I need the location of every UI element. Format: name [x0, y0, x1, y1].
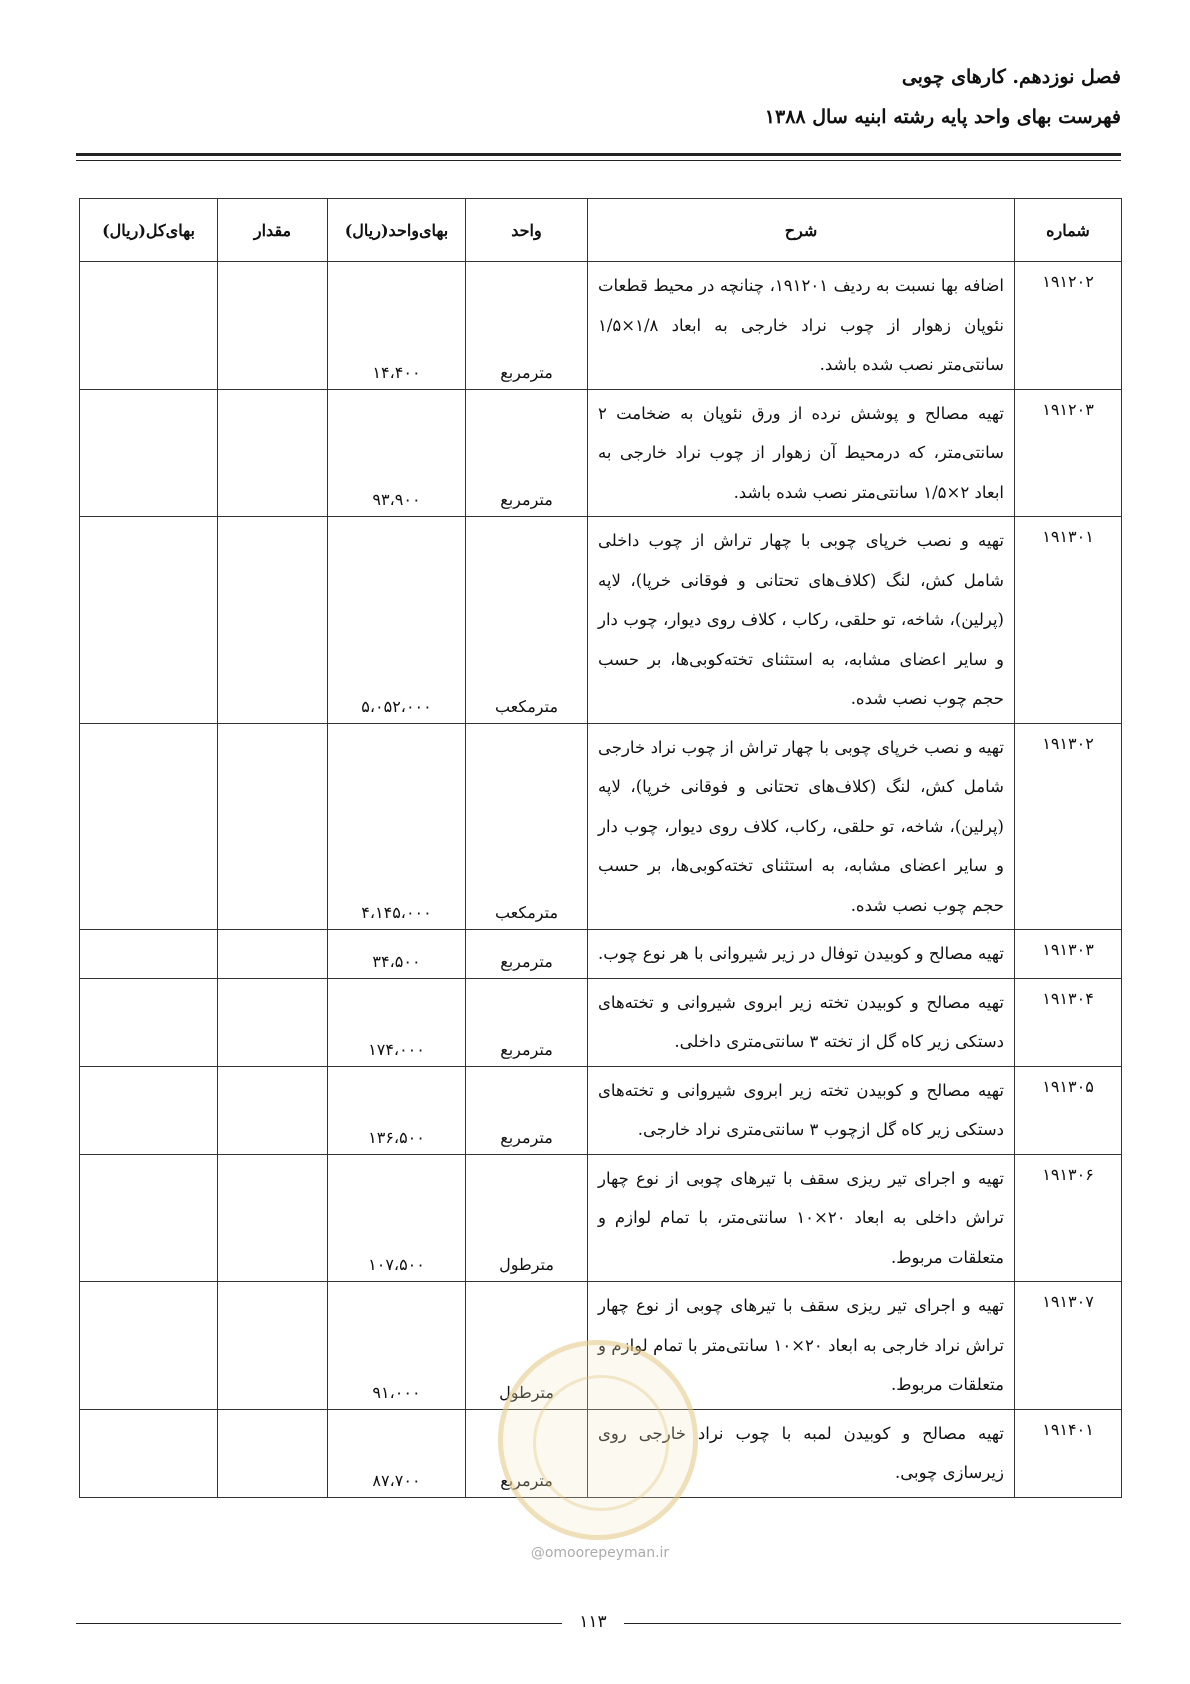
row-quantity: [218, 1066, 328, 1154]
row-total-price: [80, 389, 218, 517]
col-header-unit: واحد: [466, 199, 588, 262]
row-total-price: [80, 1066, 218, 1154]
row-unit-price: ۴،۱۴۵،۰۰۰: [328, 723, 466, 930]
row-number: ۱۹۱۳۰۴: [1015, 978, 1122, 1066]
header-rule-thick: [76, 153, 1121, 156]
row-unit: مترطول: [466, 1154, 588, 1282]
row-description: تهیه و نصب خرپای چوبی با چهار تراش از چوب نراد خارجی شامل کش، لنگ (کلاف‌های تحتانی و فوقانی خرپا)، لاپه (پرلین)، شاخه، تو حلقی، رکاب، کلاف روی دیوار، چوب دار و سایر اعضای مشابه، به استثنای تخته‌کوبی‌ها، بر حسب حجم چوب نصب شده.: [588, 723, 1015, 930]
table-row: [80, 262, 1122, 390]
header-rule-thin: [76, 160, 1121, 161]
table-row: [80, 978, 1122, 1066]
row-number: ۱۹۱۳۰۳: [1015, 930, 1122, 979]
footer-rule-left: [76, 1623, 562, 1624]
price-table: [79, 198, 1122, 1498]
row-description: تهیه مصالح و پوشش نرده از ورق نئوپان به ضخامت ۲ سانتی‌متر، که درمحیط آن زهوار از چوب نراد خارجی به ابعاد ۲×۱/۵ سانتی‌متر نصب شده باشد.: [588, 389, 1015, 517]
row-number: ۱۹۱۳۰۲: [1015, 723, 1122, 930]
row-unit: مترمکعب: [466, 723, 588, 930]
row-number: ۱۹۱۳۰۱: [1015, 517, 1122, 724]
row-description: تهیه مصالح و کوبیدن لمبه با چوب نراد خارجی روی زیرسازی چوبی.: [588, 1409, 1015, 1497]
row-unit-price: ۹۳،۹۰۰: [328, 389, 466, 517]
col-header-number: شماره: [1015, 199, 1122, 262]
row-number: ۱۹۱۳۰۶: [1015, 1154, 1122, 1282]
watermark-seal-icon: [498, 1340, 698, 1540]
row-description: تهیه و اجرای تیر ریزی سقف با تیرهای چوبی از نوع چهار تراش نراد خارجی به ابعاد ۲۰×۱۰ سانتی‌متر با تمام لوازم و متعلقات مربوط.: [588, 1282, 1015, 1410]
table-row: [80, 930, 1122, 979]
row-quantity: [218, 1282, 328, 1410]
row-number: ۱۹۱۳۰۵: [1015, 1066, 1122, 1154]
col-header-total-price: بهای‌کل(ریال): [80, 199, 218, 262]
footer-rule-right: [624, 1623, 1121, 1624]
row-quantity: [218, 1409, 328, 1497]
row-unit: مترمربع: [466, 1066, 588, 1154]
row-unit: مترمربع: [466, 930, 588, 979]
row-total-price: [80, 723, 218, 930]
row-total-price: [80, 1409, 218, 1497]
row-unit: مترطول: [466, 1282, 588, 1410]
table-row: [80, 517, 1122, 724]
col-header-unit-price: بهای‌واحد(ریال): [328, 199, 466, 262]
row-unit: مترمربع: [466, 978, 588, 1066]
page-number: ۱۱۳: [579, 1612, 607, 1632]
row-number: ۱۹۱۲۰۲: [1015, 262, 1122, 390]
row-total-price: [80, 930, 218, 979]
row-quantity: [218, 723, 328, 930]
row-total-price: [80, 1154, 218, 1282]
row-quantity: [218, 389, 328, 517]
row-unit: مترمربع: [466, 1409, 588, 1497]
row-unit: مترمربع: [466, 389, 588, 517]
row-description: اضافه بها نسبت به ردیف ۱۹۱۲۰۱، چنانچه در محیط قطعات نئوپان زهوار از چوب نراد خارجی به ابعاد ۱/۸×۱/۵ سانتی‌متر نصب شده باشد.: [588, 262, 1015, 390]
table-row: [80, 723, 1122, 930]
row-total-price: [80, 1282, 218, 1410]
chapter-title: فصل نوزدهم. کارهای چوبی: [901, 66, 1121, 88]
col-header-quantity: مقدار: [218, 199, 328, 262]
row-unit-price: ۱۷۴،۰۰۰: [328, 978, 466, 1066]
row-description: تهیه و اجرای تیر ریزی سقف با تیرهای چوبی از نوع چهار تراش داخلی به ابعاد ۲۰×۱۰ سانتی‌متر، با تمام لوازم و متعلقات مربوط.: [588, 1154, 1015, 1282]
row-unit-price: ۳۴،۵۰۰: [328, 930, 466, 979]
row-quantity: [218, 978, 328, 1066]
row-unit-price: ۹۱،۰۰۰: [328, 1282, 466, 1410]
row-description: تهیه مصالح و کوبیدن تخته زیر ابروی شیروانی و تخته‌های دستکی زیر کاه گل ازچوب ۳ سانتی‌متری نراد خارجی.: [588, 1066, 1015, 1154]
row-total-price: [80, 517, 218, 724]
row-description: تهیه مصالح و کوبیدن توفال در زیر شیروانی با هر نوع چوب.: [588, 930, 1015, 979]
table-body: [80, 262, 1122, 1498]
row-number: ۱۹۱۲۰۳: [1015, 389, 1122, 517]
table-row: [80, 389, 1122, 517]
list-title: فهرست بهای واحد پایه رشته ابنیه سال ۱۳۸۸: [764, 106, 1121, 128]
row-unit-price: ۱۴،۴۰۰: [328, 262, 466, 390]
row-quantity: [218, 930, 328, 979]
row-quantity: [218, 1154, 328, 1282]
row-unit-price: ۱۳۶،۵۰۰: [328, 1066, 466, 1154]
row-unit-price: ۱۰۷،۵۰۰: [328, 1154, 466, 1282]
row-description: تهیه و نصب خرپای چوبی با چهار تراش از چوب داخلی شامل کش، لنگ (کلاف‌های تحتانی و فوقانی خرپا)، لاپه (پرلین)، شاخه، تو حلقی، رکاب ، کلاف روی دیوار، چوب دار و سایر اعضای مشابه، به استثنای تخته‌کوبی‌ها، بر حسب حجم چوب نصب شده.: [588, 517, 1015, 724]
watermark-text: @omoorepeyman.ir: [530, 1545, 670, 1561]
row-unit-price: ۵،۰۵۲،۰۰۰: [328, 517, 466, 724]
table-row: [80, 1066, 1122, 1154]
table-row: [80, 1154, 1122, 1282]
row-total-price: [80, 978, 218, 1066]
row-quantity: [218, 262, 328, 390]
row-number: ۱۹۱۳۰۷: [1015, 1282, 1122, 1410]
row-total-price: [80, 262, 218, 390]
row-unit: مترمربع: [466, 262, 588, 390]
col-header-description: شرح: [588, 199, 1015, 262]
row-unit: مترمکعب: [466, 517, 588, 724]
row-number: ۱۹۱۴۰۱: [1015, 1409, 1122, 1497]
table-header-row: [80, 199, 1122, 262]
row-quantity: [218, 517, 328, 724]
row-unit-price: ۸۷،۷۰۰: [328, 1409, 466, 1497]
row-description: تهیه مصالح و کوبیدن تخته زیر ابروی شیروانی و تخته‌های دستکی زیر کاه گل از تخته ۳ سانتی‌متری داخلی.: [588, 978, 1015, 1066]
